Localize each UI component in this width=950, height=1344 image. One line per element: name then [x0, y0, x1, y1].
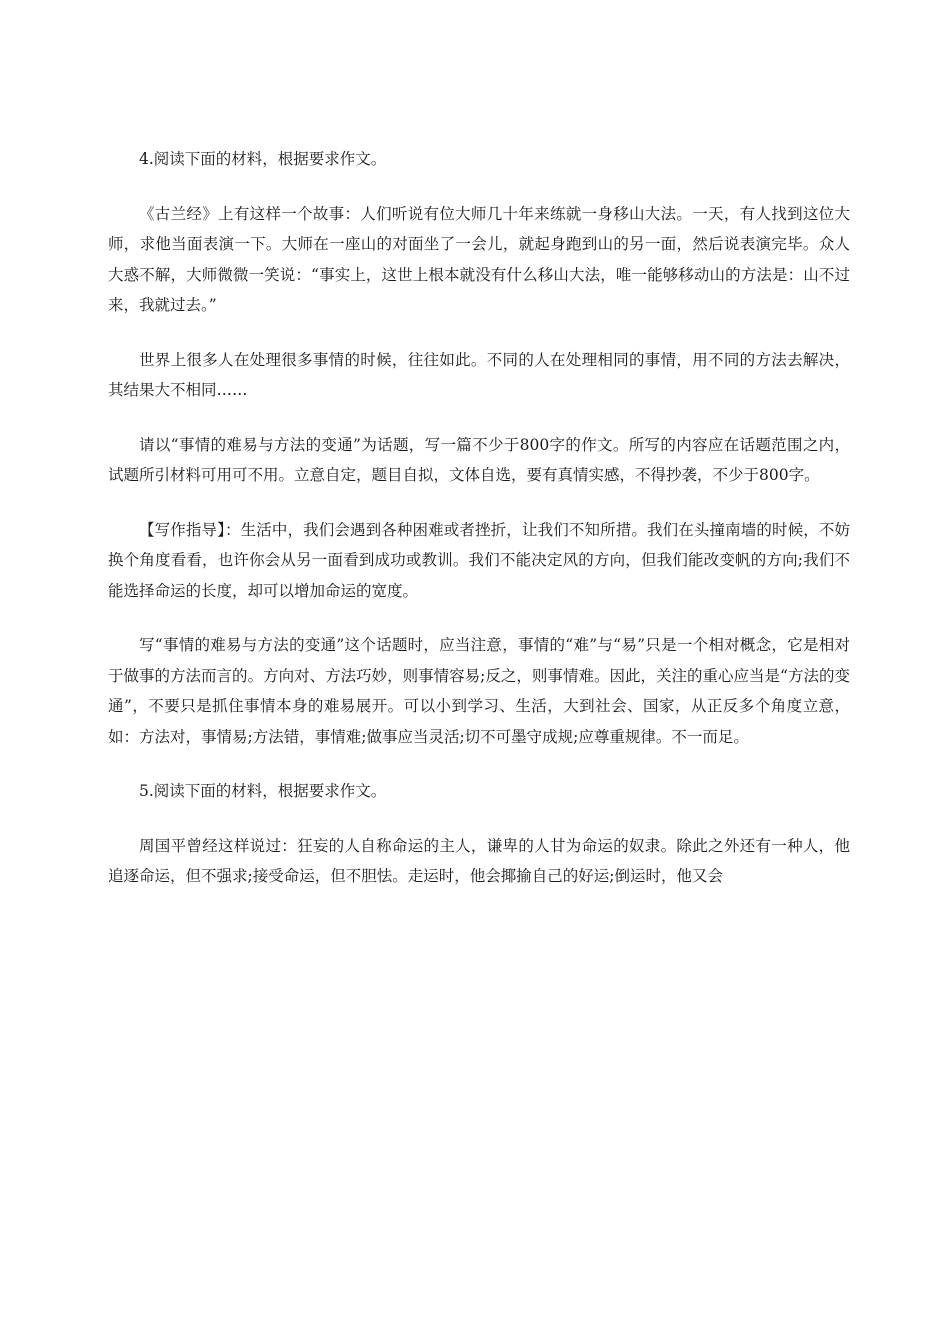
quran-story-paragraph: 《古兰经》上有这样一个故事：人们听说有位大师几十年来练就一身移山大法。一天，有人找到这位大师，求他当面表演一下。大师在一座山的对面坐了一会儿，就起身跑到山的另一面，然后说表演完毕。众人大惑不解，大师微微一笑说：“事实上，这世上根本就没有什么移山大法，唯一能够移动山的方法是：山不过来，我就过去。”: [108, 204, 850, 314]
essay-prompt-paragraph: 请以“事情的难易与方法的变通”为话题，写一篇不少于800字的作文。所写的内容应在话题范围之内，试题所引材料可用可不用。立意自定，题目自拟，文体自选，要有真情实感，不得抄袭，不少于800字。: [108, 435, 850, 484]
world-methods-paragraph: 世界上很多人在处理很多事情的时候，往往如此。不同的人在处理相同的事情，用不同的方法去解决，其结果大不相同……: [108, 350, 850, 399]
writing-guidance-paragraph: 【写作指导】：生活中，我们会遇到各种困难或者挫折，让我们不知所措。我们在头撞南墙的时候，不妨换个角度看看，也许你会从另一面看到成功或教训。我们不能决定风的方向，但我们能改变帆的方向;我们不能选择命运的长度，却可以增加命运的宽度。: [108, 520, 850, 600]
question-5-heading: 5.阅读下面的材料，根据要求作文。: [139, 782, 387, 800]
question-4-heading: 4.阅读下面的材料，根据要求作文。: [139, 150, 387, 168]
topic-analysis-paragraph: 写“事情的难易与方法的变通”这个话题时，应当注意，事情的“难”与“易”只是一个相对概念，它是相对于做事的方法而言的。方向对、方法巧妙，则事情容易;反之，则事情难。因此，关注的重心应当是“方法的变通”，不要只是抓住事情本身的难易展开。可以小到学习、生活，大到社会、国家，从正反多个角度立意，如：方法对，事情易;方法错，事情难;做事应当灵活;切不可墨守成规;应尊重规律。不一而足。: [108, 636, 850, 746]
zhou-guoping-quote-paragraph: 周国平曾经这样说过：狂妄的人自称命运的主人，谦卑的人甘为命运的奴隶。除此之外还有一种人，他追逐命运，但不强求;接受命运，但不胆怯。走运时，他会揶揄自己的好运;倒运时，他又会: [108, 836, 850, 885]
document-page: [108, 144, 850, 916]
